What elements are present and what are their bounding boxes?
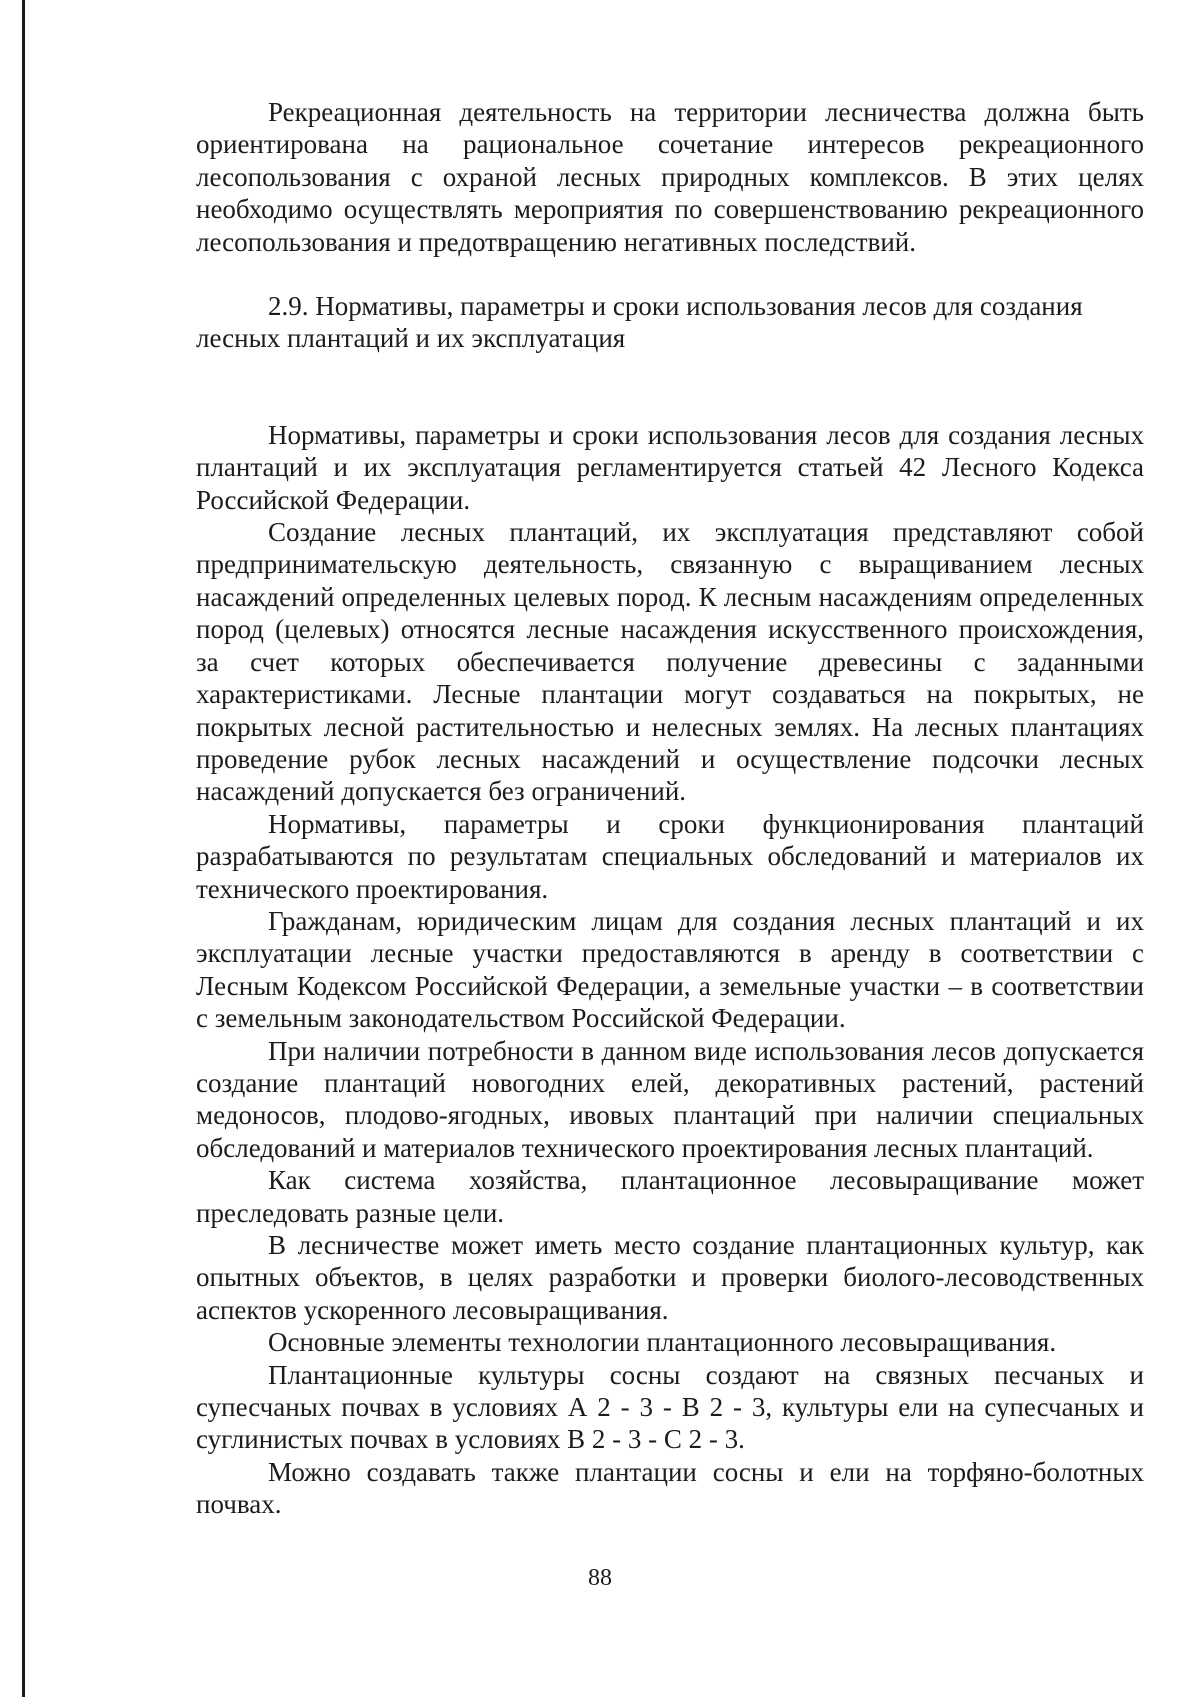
paragraph-5: При наличии потребности в данном виде использования лесов допускается создание плантаций новогодних елей, декоративных растений, растений медоносов, плодово-ягодных, ивовых плантаций при наличии специальных обследований и материалов технического проектирования лесных плантаций. <box>196 1035 1144 1163</box>
paragraph-recreation: Рекреационная деятельность на территории лесничества должна быть ориентирована на рациональное сочетание интересов рекреационного лесопользования с охраной лесных природных комплексов. В этих целях необходимо осуществлять мероприятия по совершенствованию рекреационного лесопользования и предотвращению негативных последствий. <box>196 97 1144 257</box>
paragraph-6: Как система хозяйства, плантационное лесовыращивание может преследовать разные цели. <box>196 1165 1144 1228</box>
scan-edge-line <box>22 0 25 1697</box>
paragraph-9: Плантационные культуры сосны создают на связных песчаных и супесчаных почвах в условиях А 2 - 3 - В 2 - 3, культуры ели на супесчаных и суглинистых почвах в условиях В 2 - 3 - С 2 - 3. <box>196 1359 1144 1455</box>
paragraph-4: Гражданам, юридическим лицам для создания лесных плантаций и их эксплуатации лесные участки предоставляются в аренду в соответствии с Лесным Кодексом Российской Федерации, а земельные участки – в соответствии с земельным законодательством Российской Федерации. <box>196 905 1144 1034</box>
page-number: 88 <box>588 1565 612 1591</box>
paragraph-10: Можно создавать также плантации сосны и ели на торфяно-болотных почвах. <box>196 1456 1144 1520</box>
paragraph-1: Нормативы, параметры и сроки использования лесов для создания лесных плантаций и их эксплуатация регламентируется статьей 42 Лесного Кодекса Российской Федерации. <box>196 419 1144 515</box>
paragraph-2: Создание лесных плантаций, их эксплуатация представляют собой предпринимательскую деятельность, связанную с выращиванием лесных насаждений определенных целевых пород. К лесным насаждениям определенных пород (целевых) относятся лесные насаждения искусственного происхождения, за счет которых обеспечивается получение древесины с заданными характеристиками. Лесные плантации могут создаваться на покрытых, не покрытых лесной растительностью и нелесных землях. На лесных плантациях проведение рубок лесных насаждений и осуществление подсочки лесных насаждений допускается без ограничений. <box>196 517 1144 807</box>
section-heading: 2.9. Нормативы, параметры и сроки использования лесов для создания лесных плантаций и их эксплуатация <box>196 291 1083 354</box>
paragraph-3: Нормативы, параметры и сроки функционирования плантаций разрабатываются по результатам специальных обследований и материалов их технического проектирования. <box>196 808 1144 904</box>
paragraph-8: Основные элементы технологии плантационного лесовыращивания. <box>268 1327 1057 1358</box>
paragraph-7: В лесничестве может иметь место создание плантационных культур, как опытных объектов, в целях разработки и проверки биолого-лесоводственных аспектов ускоренного лесовыращивания. <box>196 1230 1144 1325</box>
document-page <box>196 96 1144 1521</box>
